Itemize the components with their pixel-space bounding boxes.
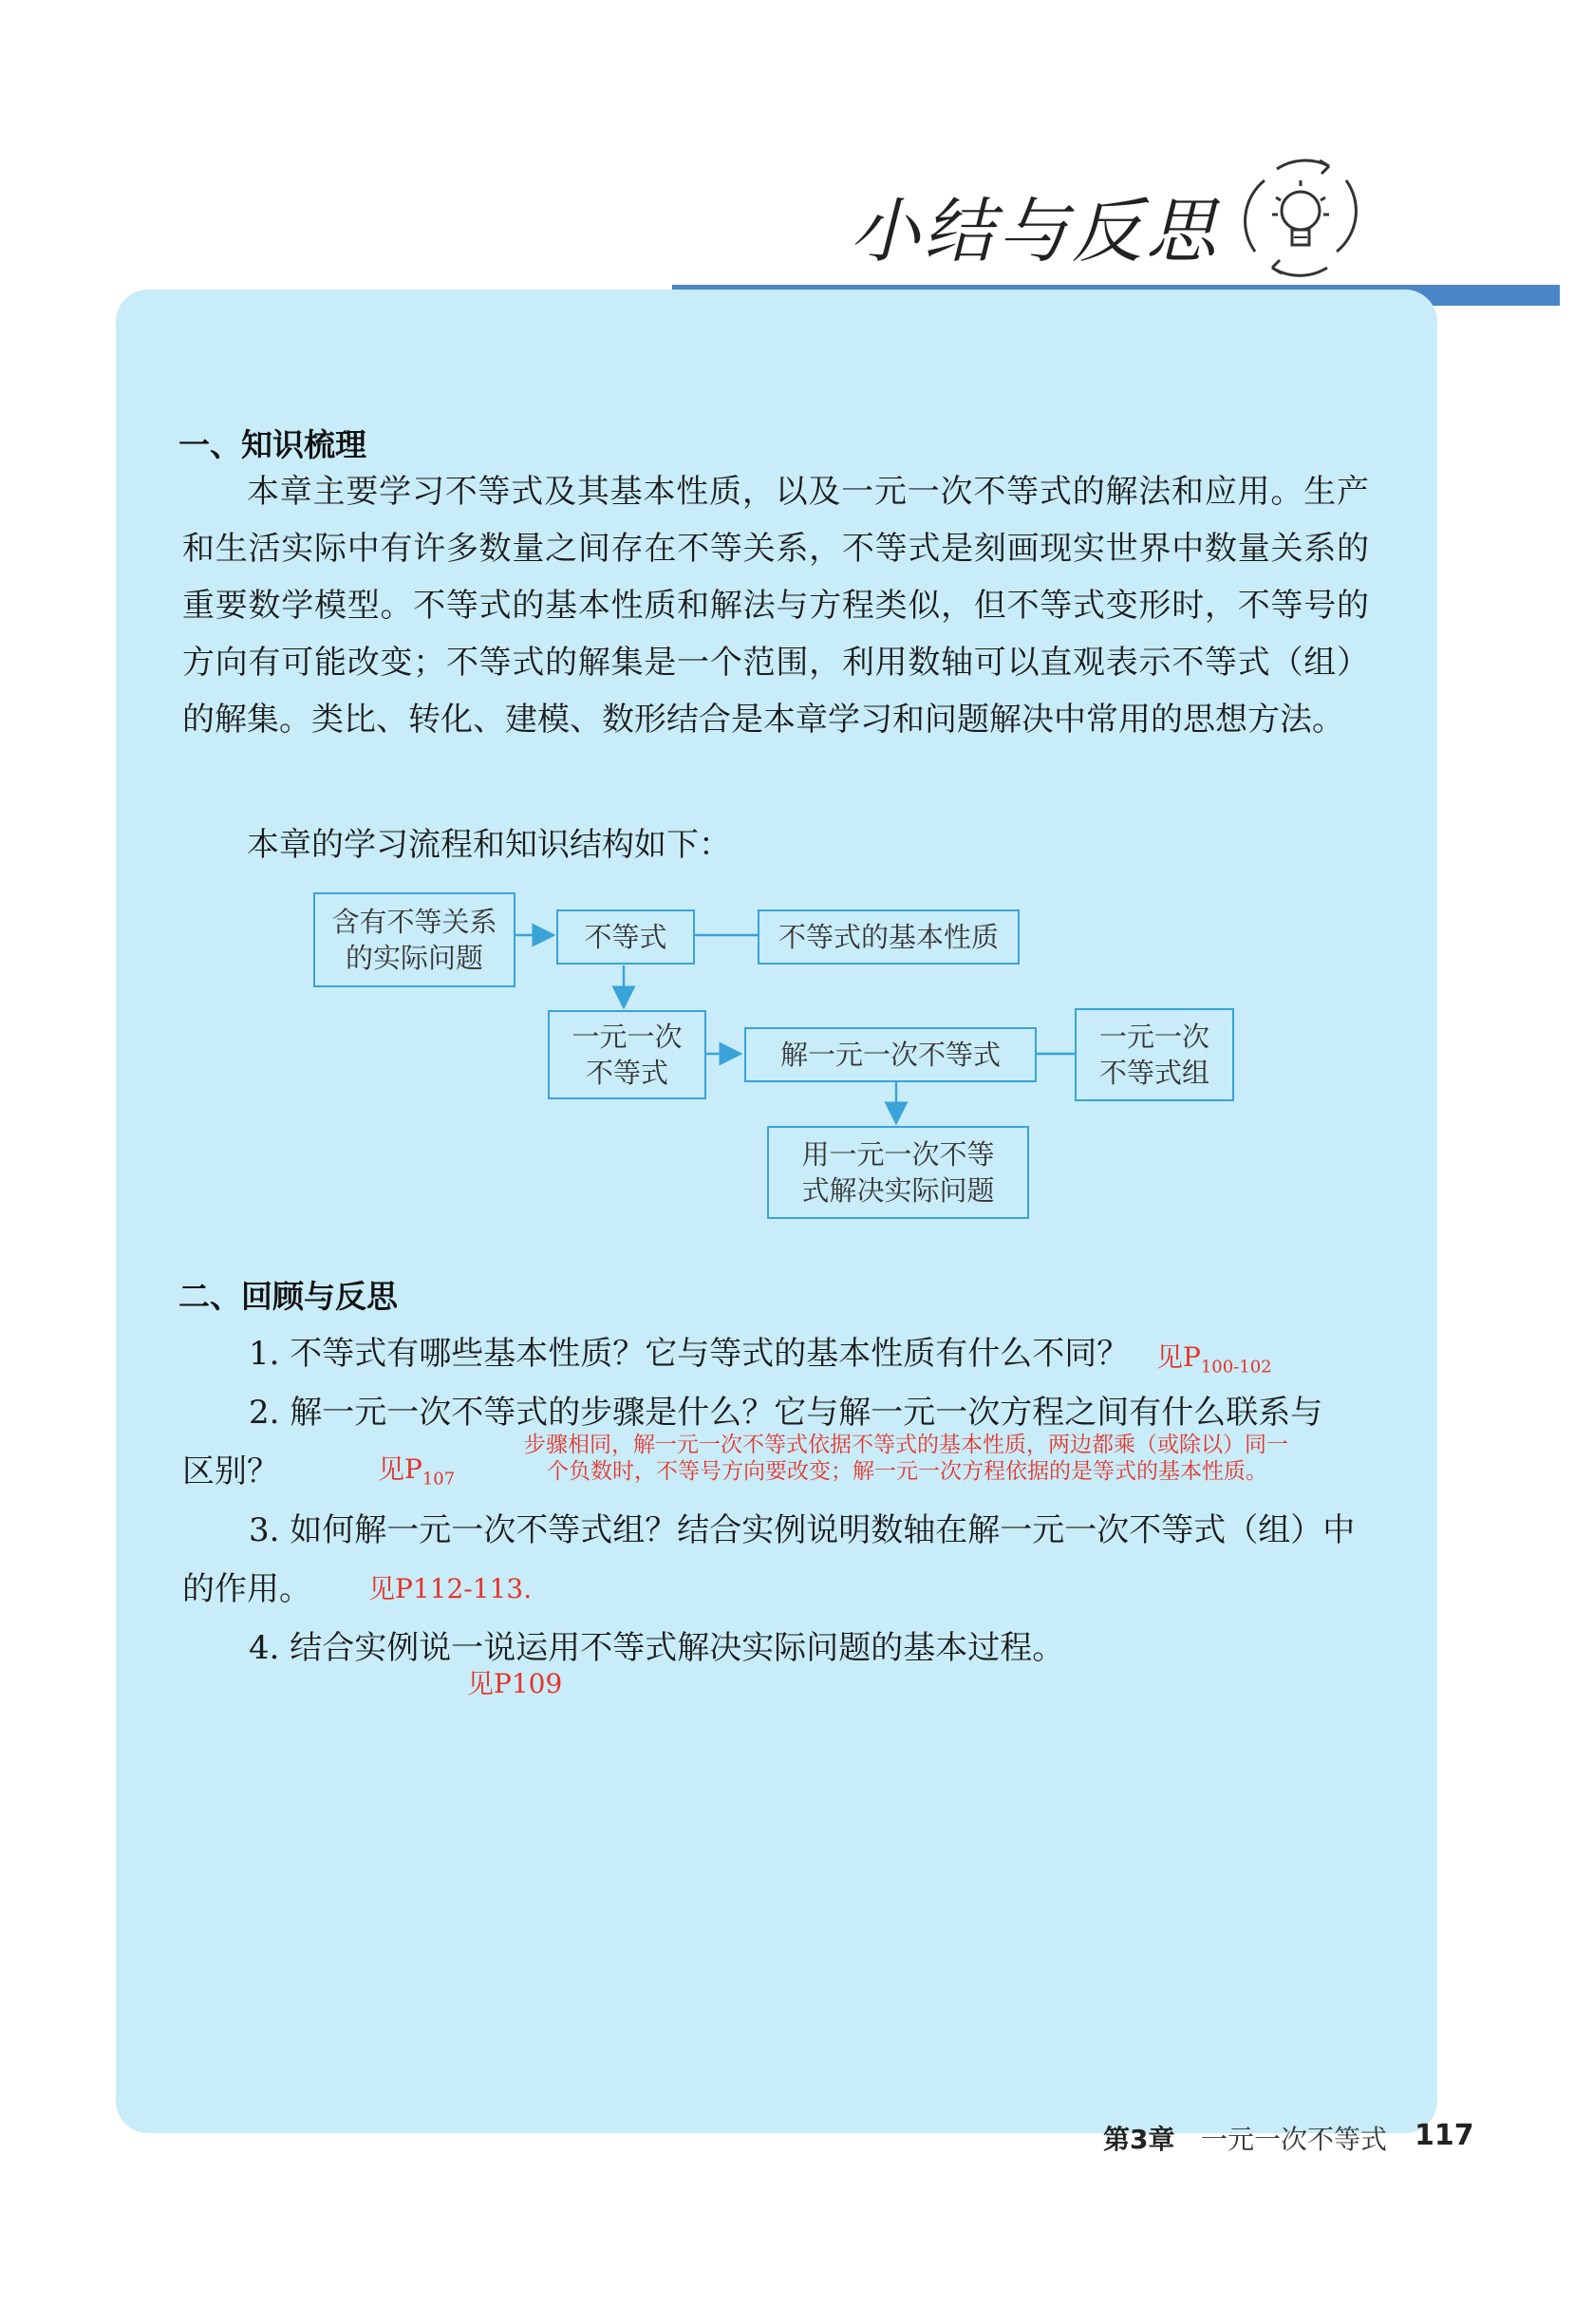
question-3-line-1: 3. 如何解一元一次不等式组？结合实例说明数轴在解一元一次不等式（组）中 (249, 1511, 1356, 1549)
box-basic-property: 不等式的基本性质 (758, 909, 1020, 965)
summary-paragraph: 本章主要学习不等式及其基本性质，以及一元一次不等式的解法和应用。生产和生活实际中有许多数量之间存在不等关系，不等式是刻画现实世界中数量关系的重要数学模型。不等式的基本性质和解法与方程类似，但不等式变形时，不等号的方向有可能改变；不等式的解集是一个范围，利用数轴可以直观表示不等式（组）的解集。类比、转化、建模、数形结合是本章学习和问题解决中常用的思想方法。 (182, 473, 1369, 739)
box-apply-real-problem: 用一元一次不等式解决实际问题 (767, 1126, 1029, 1219)
question-4: 4. 结合实例说一说运用不等式解决实际问题的基本过程。 (249, 1629, 1065, 1667)
question-2-line-2: 区别？ (182, 1452, 279, 1490)
annotation-2-note-line-1: 步骤相同，解一元一次不等式依据不等式的基本性质，两边都乘（或除以）同一 (524, 1433, 1288, 1457)
footer-chapter: 第3章 (1103, 2124, 1175, 2155)
annotation-3: 见P112-113. (368, 1573, 533, 1604)
box-inequality: 不等式 (556, 909, 695, 965)
annotation-2: 见$P_{107}$ (378, 1453, 456, 1490)
section-heading-knowledge: 一、知识梳理 (178, 426, 366, 463)
page-title: 小结与反思 (850, 191, 1220, 272)
annotation-1: 见$P_{100-102}$ (1156, 1341, 1272, 1378)
box-solve-inequality: 解一元一次不等式 (744, 1027, 1037, 1082)
page-number: 117 (1415, 2119, 1474, 2152)
question-2-line-1: 2. 解一元一次不等式的步骤是什么？它与解一元一次方程之间有什么联系与 (249, 1394, 1323, 1432)
footer-chapter-title: 一元一次不等式 (1201, 2124, 1388, 2155)
box-real-problem: 含有不等关系的实际问题 (313, 892, 515, 987)
question-3-line-2: 的作用。 (182, 1570, 311, 1608)
section-heading-review: 二、回顾与反思 (178, 1278, 398, 1315)
box-inequality-system: 一元一次不等式组 (1075, 1008, 1234, 1101)
annotation-4: 见P109 (467, 1668, 563, 1699)
annotation-2-note (524, 1432, 1288, 1485)
flow-intro: 本章的学习流程和知识结构如下： (247, 826, 731, 864)
annotation-2-note-line-2: 个负数时，不等号方向要改变；解一元一次方程依据的是等式的基本性质。 (547, 1459, 1267, 1484)
box-linear-inequality: 一元一次不等式 (548, 1010, 706, 1099)
lightbulb-icon (1234, 152, 1367, 280)
question-1: 1. 不等式有哪些基本性质？它与等式的基本性质有什么不同？ (249, 1335, 1130, 1373)
